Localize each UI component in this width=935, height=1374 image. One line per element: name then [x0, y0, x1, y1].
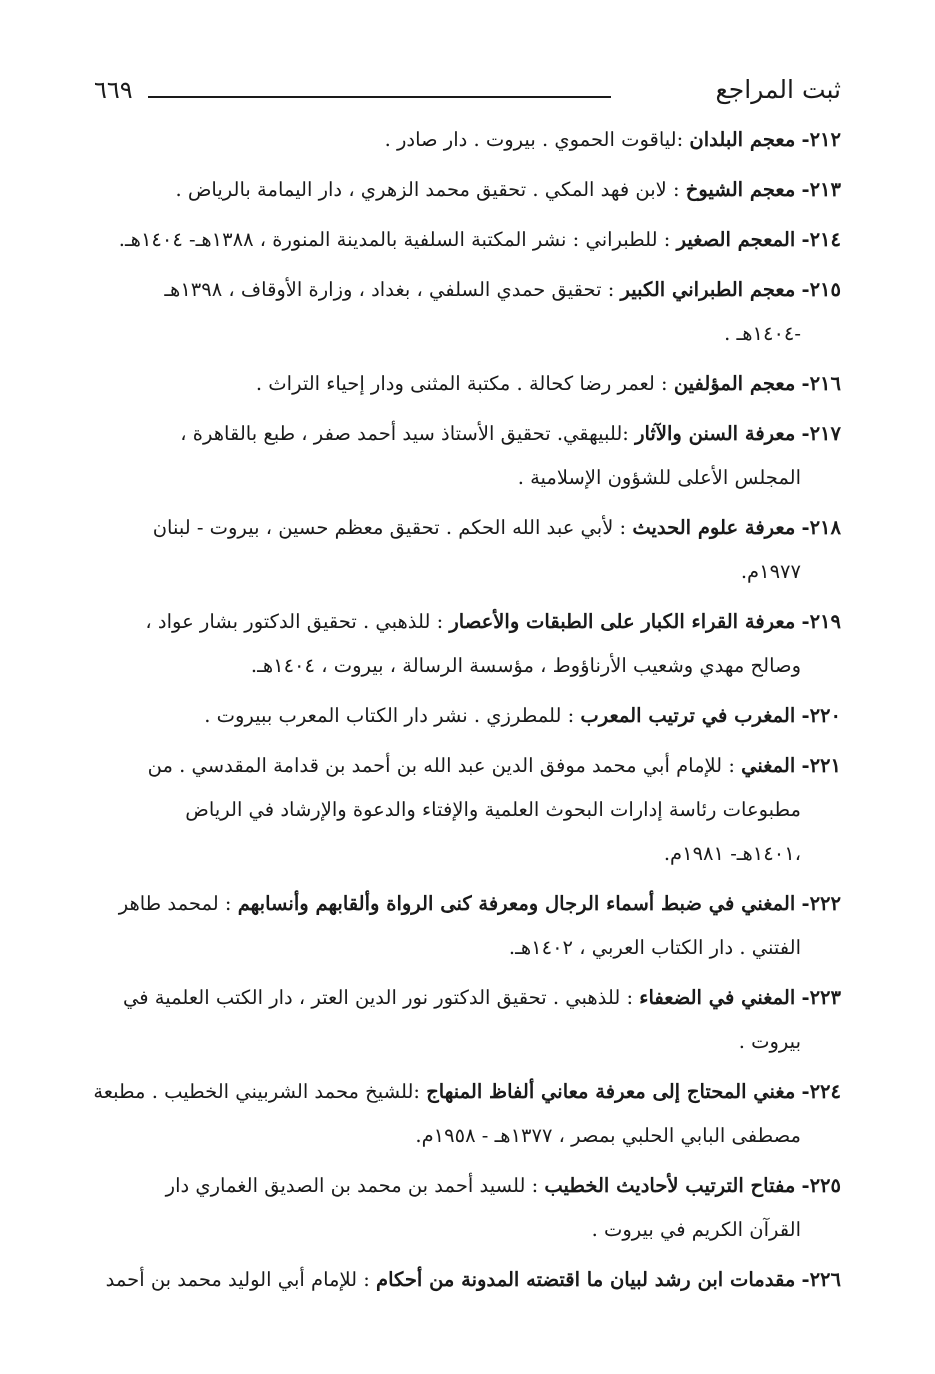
- entry-line: [93, 1164, 841, 1208]
- entry-text: : للسيد أحمد بن محمد بن الصديق الغماري دار: [165, 1174, 539, 1197]
- entry-number: ٢١٢-: [801, 128, 841, 151]
- entry-text: الفتني . دار الكتاب العربي ، ١٤٠٢هـ.: [508, 936, 801, 959]
- entry-title: معرفة القراء الكبار على الطبقات والأعصار: [449, 610, 796, 633]
- running-header: [94, 72, 841, 112]
- entry-text: -١٤٠٤هـ .: [724, 322, 801, 345]
- entry-number: ٢١٤-: [801, 228, 841, 251]
- entry-text: ،١٤٠١هـ- ١٩٨١م.: [663, 842, 801, 865]
- entry-number: ٢١٥-: [801, 278, 841, 301]
- entry-line: [93, 168, 841, 212]
- entry-text: وصالح مهدي وشعيب الأرناؤوط ، مؤسسة الرسالة ، بيروت ، ١٤٠٤هـ.: [250, 654, 801, 677]
- entry-text: : للذهبي . تحقيق الدكتور نور الدين العتر ، دار الكتب العلمية في: [123, 986, 634, 1009]
- entry-line: [93, 118, 841, 162]
- entry-text: :للبيهقي. تحقيق الأستاذ سيد أحمد صفر ، طبع بالقاهرة ،: [180, 422, 629, 445]
- entry-title: المغني: [741, 754, 796, 777]
- entry-title: معجم الشيوخ: [685, 178, 796, 201]
- entry-title: المغرب في ترتيب المعرب: [580, 704, 796, 727]
- entry-text: : للطبراني : نشر المكتبة السلفية بالمدينة المنورة ، ١٣٨٨هـ- ١٤٠٤هـ.: [118, 228, 671, 251]
- bibliography-entry: [93, 506, 841, 594]
- entry-number: ٢١٧-: [801, 422, 841, 445]
- bibliography-entry: [93, 744, 841, 876]
- entry-text: : لأبي عبد الله الحكم . تحقيق معظم حسين ، بيروت - لبنان: [152, 516, 627, 539]
- entry-title: المعجم الصغير: [676, 228, 796, 251]
- bibliography-entry: [93, 218, 841, 262]
- entry-number: ٢٢٢-: [801, 892, 841, 915]
- entry-text: : للإمام أبي الوليد محمد بن أحمد: [105, 1268, 370, 1291]
- bibliography-entry: [93, 882, 841, 970]
- entry-text: المجلس الأعلى للشؤون الإسلامية .: [517, 466, 801, 489]
- entry-line: [93, 832, 841, 876]
- entry-text: القرآن الكريم في بيروت .: [591, 1218, 801, 1241]
- entry-line: [93, 926, 841, 970]
- entry-title: معرفة علوم الحديث: [632, 516, 796, 539]
- bibliography-entry: [93, 362, 841, 406]
- entry-number: ٢٢٤-: [801, 1080, 841, 1103]
- entry-number: ٢٢٦-: [801, 1268, 841, 1291]
- entry-number: ٢١٩-: [801, 610, 841, 633]
- entry-title: مفتاح الترتيب لأحاديث الخطيب: [544, 1174, 796, 1197]
- entry-text: بيروت .: [738, 1030, 801, 1053]
- entry-text: : لمحمد طاهر: [118, 892, 232, 915]
- entry-line: [93, 644, 841, 688]
- entry-line: [93, 788, 841, 832]
- entry-line: [93, 268, 841, 312]
- entry-text: : لابن فهد المكي . تحقيق محمد الزهري ، دار اليمامة بالرياض .: [175, 178, 680, 201]
- bibliography-list: [93, 118, 841, 1308]
- entry-text: ١٩٧٧م.: [740, 560, 801, 583]
- entry-text: : للمطرزي . نشر دار الكتاب المعرب ببيروت .: [204, 704, 575, 727]
- bibliography-entry: [93, 268, 841, 356]
- entry-line: [93, 456, 841, 500]
- bibliography-entry: [93, 600, 841, 688]
- entry-text: مطبوعات رئاسة إدارات البحوث العلمية والإفتاء والدعوة والإرشاد في الرياض: [185, 798, 801, 821]
- entry-text: : تحقيق حمدي السلفي ، بغداد ، وزارة الأوقاف ، ١٣٩٨هـ: [164, 278, 615, 301]
- entry-line: [93, 218, 841, 262]
- entry-title: معجم البلدان: [689, 128, 796, 151]
- entry-line: [93, 1208, 841, 1252]
- entry-title: مغني المحتاج إلى معرفة معاني ألفاظ المنهاج: [426, 1080, 796, 1103]
- entry-number: ٢١٣-: [801, 178, 841, 201]
- entry-number: ٢٢٥-: [801, 1174, 841, 1197]
- entry-number: ٢١٦-: [801, 372, 841, 395]
- running-title: ثبت المراجع: [715, 75, 841, 104]
- entry-line: [93, 744, 841, 788]
- entry-line: [93, 362, 841, 406]
- entry-title: معرفة السنن والآثار: [635, 422, 796, 445]
- bibliography-entry: [93, 118, 841, 162]
- entry-line: [93, 412, 841, 456]
- entry-line: [93, 1070, 841, 1114]
- entry-text: :لياقوت الحموي . بيروت . دار صادر .: [384, 128, 684, 151]
- entry-number: ٢٢٠-: [801, 704, 841, 727]
- entry-line: [93, 550, 841, 594]
- bibliography-entry: [93, 1070, 841, 1158]
- entry-line: [93, 882, 841, 926]
- entry-text: : للذهبي . تحقيق الدكتور بشار عواد ،: [145, 610, 444, 633]
- entry-line: [93, 1114, 841, 1158]
- entry-text: : لعمر رضا كحالة . مكتبة المثنى ودار إحياء التراث .: [255, 372, 668, 395]
- entry-number: ٢٢٣-: [801, 986, 841, 1009]
- entry-line: [93, 976, 841, 1020]
- entry-text: :للشيخ محمد الشربيني الخطيب . مطبعة: [93, 1080, 421, 1103]
- entry-line: [93, 1258, 841, 1302]
- entry-line: [93, 600, 841, 644]
- entry-title: معجم الطبراني الكبير: [620, 278, 796, 301]
- entry-line: [93, 694, 841, 738]
- entry-title: المغني في ضبط أسماء الرجال ومعرفة كنى الرواة وألقابهم وأنسابهم: [237, 892, 796, 915]
- bibliography-entry: [93, 168, 841, 212]
- bibliography-entry: [93, 694, 841, 738]
- entry-number: ٢٢١-: [801, 754, 841, 777]
- entry-title: مقدمات ابن رشد لبيان ما اقتضته المدونة من أحكام: [376, 1268, 796, 1291]
- entry-line: [93, 506, 841, 550]
- entry-number: ٢١٨-: [801, 516, 841, 539]
- entry-text: : للإمام أبي محمد موفق الدين عبد الله بن أحمد بن قدامة المقدسي . من: [147, 754, 735, 777]
- header-rule: [148, 96, 611, 98]
- entry-line: [93, 1020, 841, 1064]
- page-number: ٦٦٩: [94, 76, 133, 104]
- bibliography-entry: [93, 412, 841, 500]
- entry-title: معجم المؤلفين: [673, 372, 796, 395]
- entry-line: [93, 312, 841, 356]
- entry-text: مصطفى البابي الحلبي بمصر ، ١٣٧٧هـ - ١٩٥٨م.: [415, 1124, 801, 1147]
- bibliography-entry: [93, 1258, 841, 1302]
- bibliography-entry: [93, 1164, 841, 1252]
- bibliography-entry: [93, 976, 841, 1064]
- entry-title: المغني في الضعفاء: [639, 986, 796, 1009]
